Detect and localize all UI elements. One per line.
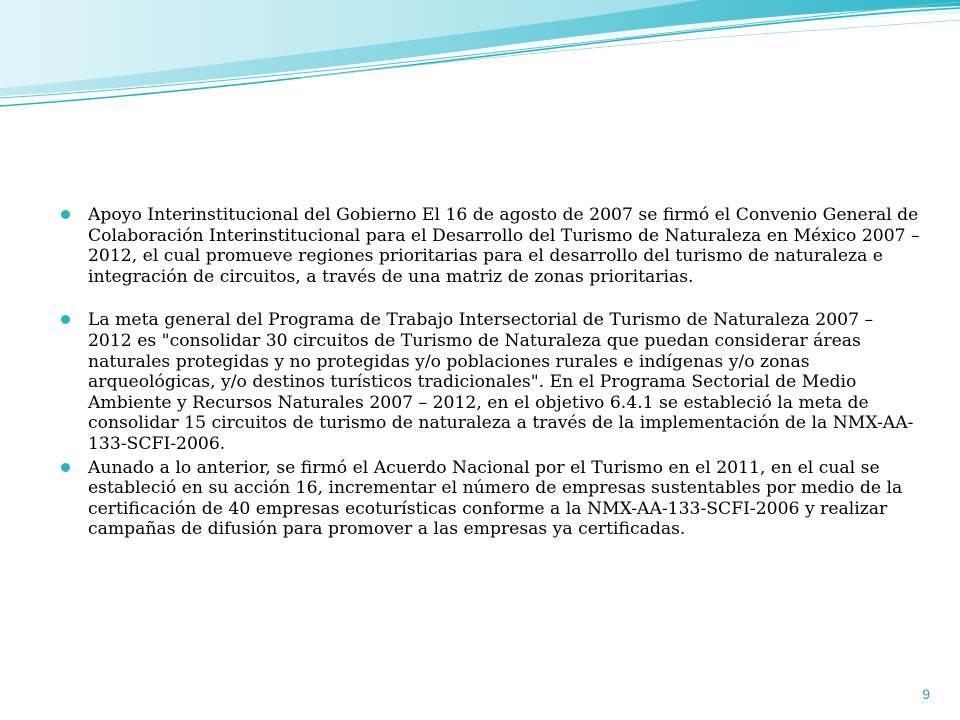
page-number: 9 <box>922 686 930 702</box>
bullet-item <box>60 205 920 287</box>
bullet-text: La meta general del Programa de Trabajo Intersectorial de Turismo de Naturaleza 2007 – 2012 es "consolidar 30 circuitos de Turismo de Naturaleza que puedan considerar áreas naturales protegidas y no protegidas y/o poblaciones rurales e indígenas y/o zonas arqueológicas, y/o destinos turísticos tradicionales". En el Programa Sectorial de Medio Ambiente y Recursos Naturales 2007 – 2012, en el objetivo 6.4.1 se estableció la meta de consolidar 15 circuitos de turismo de naturaleza a través de la implementación de la NMX-AA-133-SCFI-2006. <box>88 310 914 454</box>
bullet-dot-icon <box>61 463 70 472</box>
bullet-text: Aunado a lo anterior, se firmó el Acuerdo Nacional por el Turismo en el 2011, en el cual se estableció en su acción 16, incrementar el número de empresas sustentables por medio de la certificación de 40 empresas ecoturísticas conforme a la NMX-AA-133-SCFI-2006 y realizar campañas de difusión para promover a las empresas ya certificadas. <box>88 457 903 540</box>
header-wave-decoration <box>0 0 960 130</box>
bullet-text: Apoyo Interinstitucional del Gobierno El 16 de agosto de 2007 se firmó el Convenio General de Colaboración Interinstitucional para el Desarrollo del Turismo de Naturaleza en México 2007 – 2012, el cual promueve regiones prioritarias para el desarrollo del turismo de naturaleza e integración de circuitos, a través de una matriz de zonas prioritarias. <box>88 205 920 287</box>
bullet-dot-icon <box>61 315 70 324</box>
bullet-list <box>60 205 920 540</box>
bullet-item <box>60 458 920 540</box>
bullet-dot-icon <box>61 210 70 219</box>
content-area <box>60 205 920 540</box>
bullet-item <box>60 310 920 454</box>
